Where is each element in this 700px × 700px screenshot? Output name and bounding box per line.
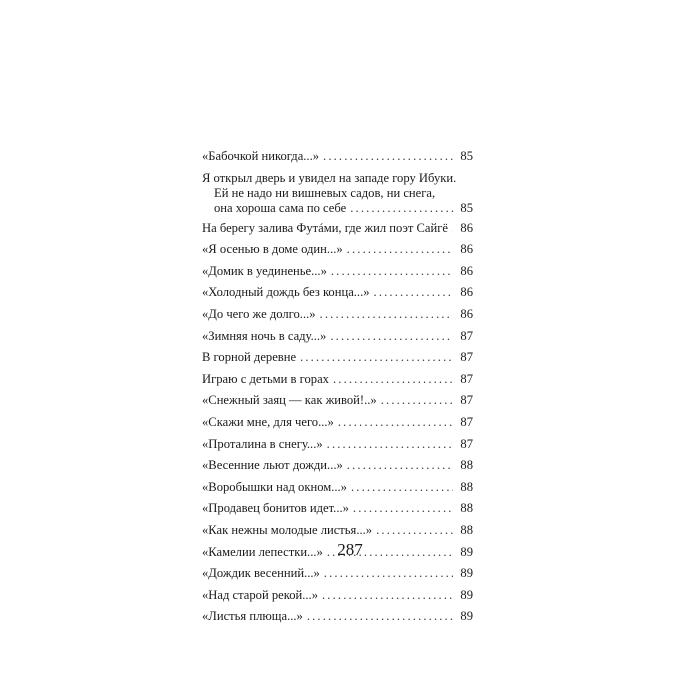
toc-entry-title: «Продавец бонитов идет...» (202, 501, 349, 516)
toc-entry-title-line: она хороша сама по себе (214, 200, 347, 215)
toc-entry-multiline (202, 171, 473, 216)
toc-entry-last-line (202, 201, 473, 216)
dot-leader (351, 477, 453, 499)
toc-entry-page: 86 (460, 220, 473, 235)
dot-leader (323, 146, 453, 168)
toc-entry-page: 87 (460, 393, 473, 408)
toc-entry (202, 412, 473, 434)
dot-leader (350, 201, 456, 216)
toc-entry-title: «Проталина в снегу...» (202, 436, 323, 451)
toc-entry-page: 86 (460, 306, 473, 321)
dot-leader (320, 304, 453, 326)
dot-leader (353, 498, 453, 520)
toc-entry-title: «Я осенью в доме один...» (202, 242, 343, 257)
dot-leader (331, 261, 453, 283)
toc-entry-title: «До чего же долго...» (202, 306, 316, 321)
toc-entry (202, 146, 473, 168)
toc-entry (202, 520, 473, 542)
dot-leader (338, 412, 453, 434)
toc-entry-title: «Воробышки над окном...» (202, 479, 347, 494)
toc-entry (202, 585, 473, 607)
toc-entry-page: 86 (460, 242, 473, 257)
dot-leader (347, 455, 453, 477)
toc-entry-page: 85 (460, 149, 473, 163)
toc-entry-title: В горной деревне (202, 350, 297, 365)
toc-list (202, 218, 473, 628)
dot-leader (347, 239, 453, 261)
toc-entry-page: 88 (460, 522, 473, 537)
toc-entry-title: «Скажи мне, для чего...» (202, 414, 334, 429)
toc-entry-page: 86 (460, 285, 473, 300)
dot-leader (307, 606, 453, 628)
toc-entry-page: 89 (460, 544, 473, 559)
toc-entry-page: 87 (460, 414, 473, 429)
toc-entry-page: 85 (460, 200, 473, 215)
toc-entry-page: 88 (460, 458, 473, 473)
toc-entry-page: 88 (460, 501, 473, 516)
toc-entry (202, 563, 473, 585)
toc-entry (202, 347, 473, 369)
toc-entry-title-line: Я открыл дверь и увидел на западе гору Ибуки. (202, 170, 457, 185)
toc-entry (202, 239, 473, 261)
toc-entry-page: 86 (460, 263, 473, 278)
dot-leader (452, 218, 453, 240)
toc-entry (202, 455, 473, 477)
toc-entry (202, 326, 473, 348)
toc-entry-page: 89 (460, 609, 473, 624)
toc-entry (202, 282, 473, 304)
toc-entry-title-line: Ей не надо ни вишневых садов, ни снега, (214, 185, 436, 200)
toc-entry-page: 88 (460, 479, 473, 494)
dot-leader (327, 434, 453, 456)
toc-entry-title: «Снежный заяц — как живой!..» (202, 393, 377, 408)
toc-entry-page: 87 (460, 350, 473, 365)
toc-entry-page: 89 (460, 566, 473, 581)
dot-leader (330, 326, 453, 348)
page-number: 287 (337, 540, 363, 559)
dot-leader (376, 520, 453, 542)
toc-entry (202, 218, 473, 240)
toc-entry-title: «Домик в уединенье...» (202, 263, 327, 278)
toc-entry-title: «Листья плюща...» (202, 609, 303, 624)
toc-entry (202, 434, 473, 456)
toc-entry-title: «Камелии лепестки...» (202, 544, 323, 559)
toc-entry (202, 606, 473, 628)
toc-entry-page: 89 (460, 587, 473, 602)
toc-entry (202, 498, 473, 520)
dot-leader (374, 282, 453, 304)
toc-entry-title: «Дождик весенний...» (202, 566, 320, 581)
toc-entry-page: 87 (460, 436, 473, 451)
toc-entry-title: Играю с детьми в горах (202, 371, 329, 386)
dot-leader (300, 347, 453, 369)
toc-entry (202, 390, 473, 412)
toc-entry-title: «Как нежны молодые листья...» (202, 522, 373, 537)
toc-entry-title: «Холодный дождь без конца...» (202, 285, 370, 300)
toc-entry-title: «Зимняя ночь в саду...» (202, 328, 327, 343)
toc-entry-page: 87 (460, 371, 473, 386)
toc-entry-title: «Весенние льют дожди...» (202, 458, 343, 473)
dot-leader (381, 390, 453, 412)
dot-leader (324, 563, 453, 585)
toc-entry-title: На берегу залива Футáми, где жил поэт Сайгё (202, 220, 449, 235)
toc-entry (202, 369, 473, 391)
toc-entry (202, 304, 473, 326)
toc-entry-title: «Над старой рекой...» (202, 587, 318, 602)
dot-leader (322, 585, 453, 607)
toc-entry-page: 87 (460, 328, 473, 343)
toc-entry (202, 477, 473, 499)
toc-entry-title: «Бабочкой никогда...» (202, 149, 320, 163)
toc-entry (202, 261, 473, 283)
dot-leader (333, 369, 453, 391)
